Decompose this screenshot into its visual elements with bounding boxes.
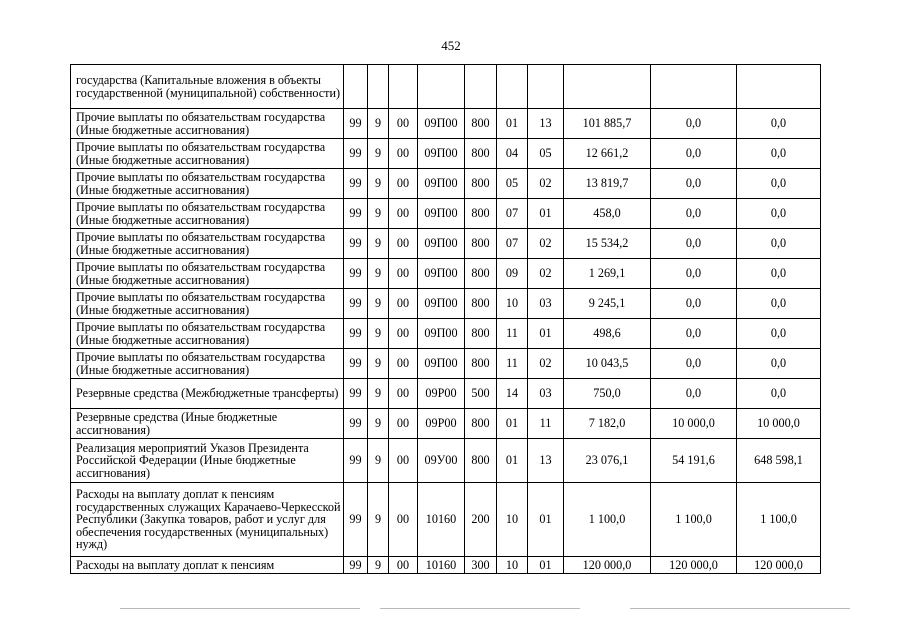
section: 11: [497, 319, 528, 349]
amount-year-1: 12 661,2: [564, 139, 651, 169]
amount-year-2: 10 000,0: [651, 409, 737, 439]
amount-year-1: 120 000,0: [564, 557, 651, 574]
subsection: 02: [528, 349, 564, 379]
code-col-2: 9: [368, 109, 389, 139]
subsection: 01: [528, 319, 564, 349]
amount-year-3: [737, 65, 821, 109]
amount-year-3: 648 598,1: [737, 439, 821, 483]
expense-type: 800: [465, 199, 497, 229]
code-col-2: 9: [368, 289, 389, 319]
code-col-2: 9: [368, 483, 389, 557]
expense-type: 800: [465, 169, 497, 199]
code-col-1: 99: [344, 349, 368, 379]
table-row: [71, 557, 821, 574]
code-col-3: 00: [389, 483, 418, 557]
amount-year-2: 0,0: [651, 229, 737, 259]
table-row: [71, 109, 821, 139]
code-col-3: 00: [389, 259, 418, 289]
table-row: [71, 229, 821, 259]
code-col-3: 00: [389, 319, 418, 349]
amount-year-3: 0,0: [737, 139, 821, 169]
code-col-1: 99: [344, 169, 368, 199]
code-col-1: 99: [344, 289, 368, 319]
amount-year-2: 0,0: [651, 139, 737, 169]
amount-year-1: 23 076,1: [564, 439, 651, 483]
section: 01: [497, 109, 528, 139]
subsection: 02: [528, 169, 564, 199]
amount-year-2: 0,0: [651, 289, 737, 319]
expense-type: 800: [465, 109, 497, 139]
section: 07: [497, 229, 528, 259]
section: 10: [497, 557, 528, 574]
budget-table: [70, 64, 821, 574]
amount-year-2: 0,0: [651, 379, 737, 409]
code-col-3: 00: [389, 109, 418, 139]
expense-type: 800: [465, 319, 497, 349]
amount-year-3: 1 100,0: [737, 483, 821, 557]
amount-year-3: 0,0: [737, 199, 821, 229]
section: 01: [497, 439, 528, 483]
code-col-2: 9: [368, 169, 389, 199]
amount-year-2: 0,0: [651, 169, 737, 199]
amount-year-2: 120 000,0: [651, 557, 737, 574]
target-article: 09П00: [418, 229, 465, 259]
code-col-1: 99: [344, 409, 368, 439]
section: 10: [497, 289, 528, 319]
code-col-2: 9: [368, 139, 389, 169]
expense-type: 800: [465, 409, 497, 439]
subsection: 03: [528, 379, 564, 409]
row-description: Прочие выплаты по обязательствам государства (Иные бюджетные ассигнования): [71, 229, 344, 259]
code-col-1: 99: [344, 259, 368, 289]
amount-year-3: 0,0: [737, 349, 821, 379]
code-col-2: [368, 65, 389, 109]
expense-type: 800: [465, 139, 497, 169]
table-row: [71, 169, 821, 199]
code-col-2: 9: [368, 557, 389, 574]
target-article: [418, 65, 465, 109]
table-row: [71, 439, 821, 483]
target-article: 09П00: [418, 109, 465, 139]
code-col-2: 9: [368, 259, 389, 289]
code-col-1: 99: [344, 557, 368, 574]
section: 07: [497, 199, 528, 229]
code-col-1: 99: [344, 229, 368, 259]
target-article: 10160: [418, 483, 465, 557]
table-row: [71, 139, 821, 169]
code-col-3: 00: [389, 139, 418, 169]
amount-year-2: 0,0: [651, 259, 737, 289]
amount-year-2: [651, 65, 737, 109]
code-col-1: [344, 65, 368, 109]
subsection: 01: [528, 557, 564, 574]
code-col-3: 00: [389, 379, 418, 409]
subsection: 02: [528, 229, 564, 259]
target-article: 09П00: [418, 199, 465, 229]
target-article: 10160: [418, 557, 465, 574]
code-col-3: 00: [389, 557, 418, 574]
amount-year-2: 0,0: [651, 319, 737, 349]
expense-type: 800: [465, 289, 497, 319]
row-description: Расходы на выплату доплат к пенсиям: [71, 557, 344, 574]
amount-year-1: [564, 65, 651, 109]
amount-year-1: 458,0: [564, 199, 651, 229]
amount-year-3: 0,0: [737, 289, 821, 319]
code-col-2: 9: [368, 229, 389, 259]
amount-year-2: 0,0: [651, 109, 737, 139]
subsection: 13: [528, 439, 564, 483]
amount-year-1: 7 182,0: [564, 409, 651, 439]
target-article: 09П00: [418, 289, 465, 319]
amount-year-3: 0,0: [737, 169, 821, 199]
code-col-3: 00: [389, 349, 418, 379]
section: 04: [497, 139, 528, 169]
row-description: Резервные средства (Межбюджетные трансферты): [71, 379, 344, 409]
target-article: 09П00: [418, 349, 465, 379]
amount-year-1: 10 043,5: [564, 349, 651, 379]
target-article: 09Р00: [418, 379, 465, 409]
row-description: Прочие выплаты по обязательствам государства (Иные бюджетные ассигнования): [71, 289, 344, 319]
amount-year-3: 0,0: [737, 379, 821, 409]
code-col-3: 00: [389, 439, 418, 483]
section: 01: [497, 409, 528, 439]
code-col-1: 99: [344, 319, 368, 349]
code-col-2: 9: [368, 349, 389, 379]
code-col-2: 9: [368, 319, 389, 349]
code-col-1: 99: [344, 379, 368, 409]
expense-type: 800: [465, 229, 497, 259]
expense-type: [465, 65, 497, 109]
amount-year-3: 0,0: [737, 259, 821, 289]
code-col-2: 9: [368, 199, 389, 229]
code-col-1: 99: [344, 199, 368, 229]
scan-artifact-line: [120, 608, 360, 609]
row-description: государства (Капитальные вложения в объекты государственной (муниципальной) собственности): [71, 65, 344, 109]
amount-year-3: 0,0: [737, 229, 821, 259]
expense-type: 800: [465, 259, 497, 289]
amount-year-1: 15 534,2: [564, 229, 651, 259]
section: 05: [497, 169, 528, 199]
amount-year-2: 0,0: [651, 349, 737, 379]
scan-artifact-line: [380, 608, 580, 609]
target-article: 09П00: [418, 139, 465, 169]
target-article: 09П00: [418, 169, 465, 199]
table-row: [71, 319, 821, 349]
code-col-1: 99: [344, 439, 368, 483]
amount-year-2: 54 191,6: [651, 439, 737, 483]
subsection: 03: [528, 289, 564, 319]
amount-year-3: 10 000,0: [737, 409, 821, 439]
amount-year-3: 0,0: [737, 319, 821, 349]
table-row: [71, 483, 821, 557]
code-col-3: 00: [389, 169, 418, 199]
section: 10: [497, 483, 528, 557]
table-row: [71, 349, 821, 379]
row-description: Расходы на выплату доплат к пенсиям государственных служащих Карачаево-Черкесской Республики (Закупка товаров, работ и услуг для обеспечения государственных (муниципальных) нужд): [71, 483, 344, 557]
subsection: 11: [528, 409, 564, 439]
expense-type: 800: [465, 349, 497, 379]
row-description: Прочие выплаты по обязательствам государства (Иные бюджетные ассигнования): [71, 319, 344, 349]
subsection: 13: [528, 109, 564, 139]
code-col-2: 9: [368, 379, 389, 409]
row-description: Реализация мероприятий Указов Президента Российской Федерации (Иные бюджетные ассигнования): [71, 439, 344, 483]
expense-type: 800: [465, 439, 497, 483]
amount-year-1: 750,0: [564, 379, 651, 409]
amount-year-1: 101 885,7: [564, 109, 651, 139]
table-row: [71, 259, 821, 289]
target-article: 09П00: [418, 319, 465, 349]
code-col-3: 00: [389, 289, 418, 319]
code-col-1: 99: [344, 483, 368, 557]
row-description: Прочие выплаты по обязательствам государства (Иные бюджетные ассигнования): [71, 349, 344, 379]
table-row: [71, 199, 821, 229]
amount-year-1: 9 245,1: [564, 289, 651, 319]
amount-year-1: 1 269,1: [564, 259, 651, 289]
subsection: [528, 65, 564, 109]
amount-year-3: 0,0: [737, 109, 821, 139]
amount-year-3: 120 000,0: [737, 557, 821, 574]
code-col-1: 99: [344, 109, 368, 139]
subsection: 01: [528, 483, 564, 557]
subsection: 02: [528, 259, 564, 289]
amount-year-1: 1 100,0: [564, 483, 651, 557]
section: 11: [497, 349, 528, 379]
subsection: 01: [528, 199, 564, 229]
amount-year-2: 1 100,0: [651, 483, 737, 557]
code-col-3: 00: [389, 409, 418, 439]
code-col-3: 00: [389, 229, 418, 259]
section: 09: [497, 259, 528, 289]
target-article: 09Р00: [418, 409, 465, 439]
row-description: Прочие выплаты по обязательствам государства (Иные бюджетные ассигнования): [71, 139, 344, 169]
expense-type: 300: [465, 557, 497, 574]
section: [497, 65, 528, 109]
amount-year-2: 0,0: [651, 199, 737, 229]
row-description: Резервные средства (Иные бюджетные ассигнования): [71, 409, 344, 439]
table-row: [71, 409, 821, 439]
table-row: [71, 65, 821, 109]
code-col-2: 9: [368, 409, 389, 439]
amount-year-1: 13 819,7: [564, 169, 651, 199]
expense-type: 200: [465, 483, 497, 557]
section: 14: [497, 379, 528, 409]
row-description: Прочие выплаты по обязательствам государства (Иные бюджетные ассигнования): [71, 169, 344, 199]
row-description: Прочие выплаты по обязательствам государства (Иные бюджетные ассигнования): [71, 109, 344, 139]
target-article: 09У00: [418, 439, 465, 483]
amount-year-1: 498,6: [564, 319, 651, 349]
page-number: 452: [441, 38, 461, 53]
code-col-3: [389, 65, 418, 109]
code-col-2: 9: [368, 439, 389, 483]
row-description: Прочие выплаты по обязательствам государства (Иные бюджетные ассигнования): [71, 199, 344, 229]
target-article: 09П00: [418, 259, 465, 289]
code-col-1: 99: [344, 139, 368, 169]
table-row: [71, 379, 821, 409]
expense-type: 500: [465, 379, 497, 409]
code-col-3: 00: [389, 199, 418, 229]
table-row: [71, 289, 821, 319]
row-description: Прочие выплаты по обязательствам государства (Иные бюджетные ассигнования): [71, 259, 344, 289]
subsection: 05: [528, 139, 564, 169]
scan-artifact-line: [630, 608, 850, 609]
